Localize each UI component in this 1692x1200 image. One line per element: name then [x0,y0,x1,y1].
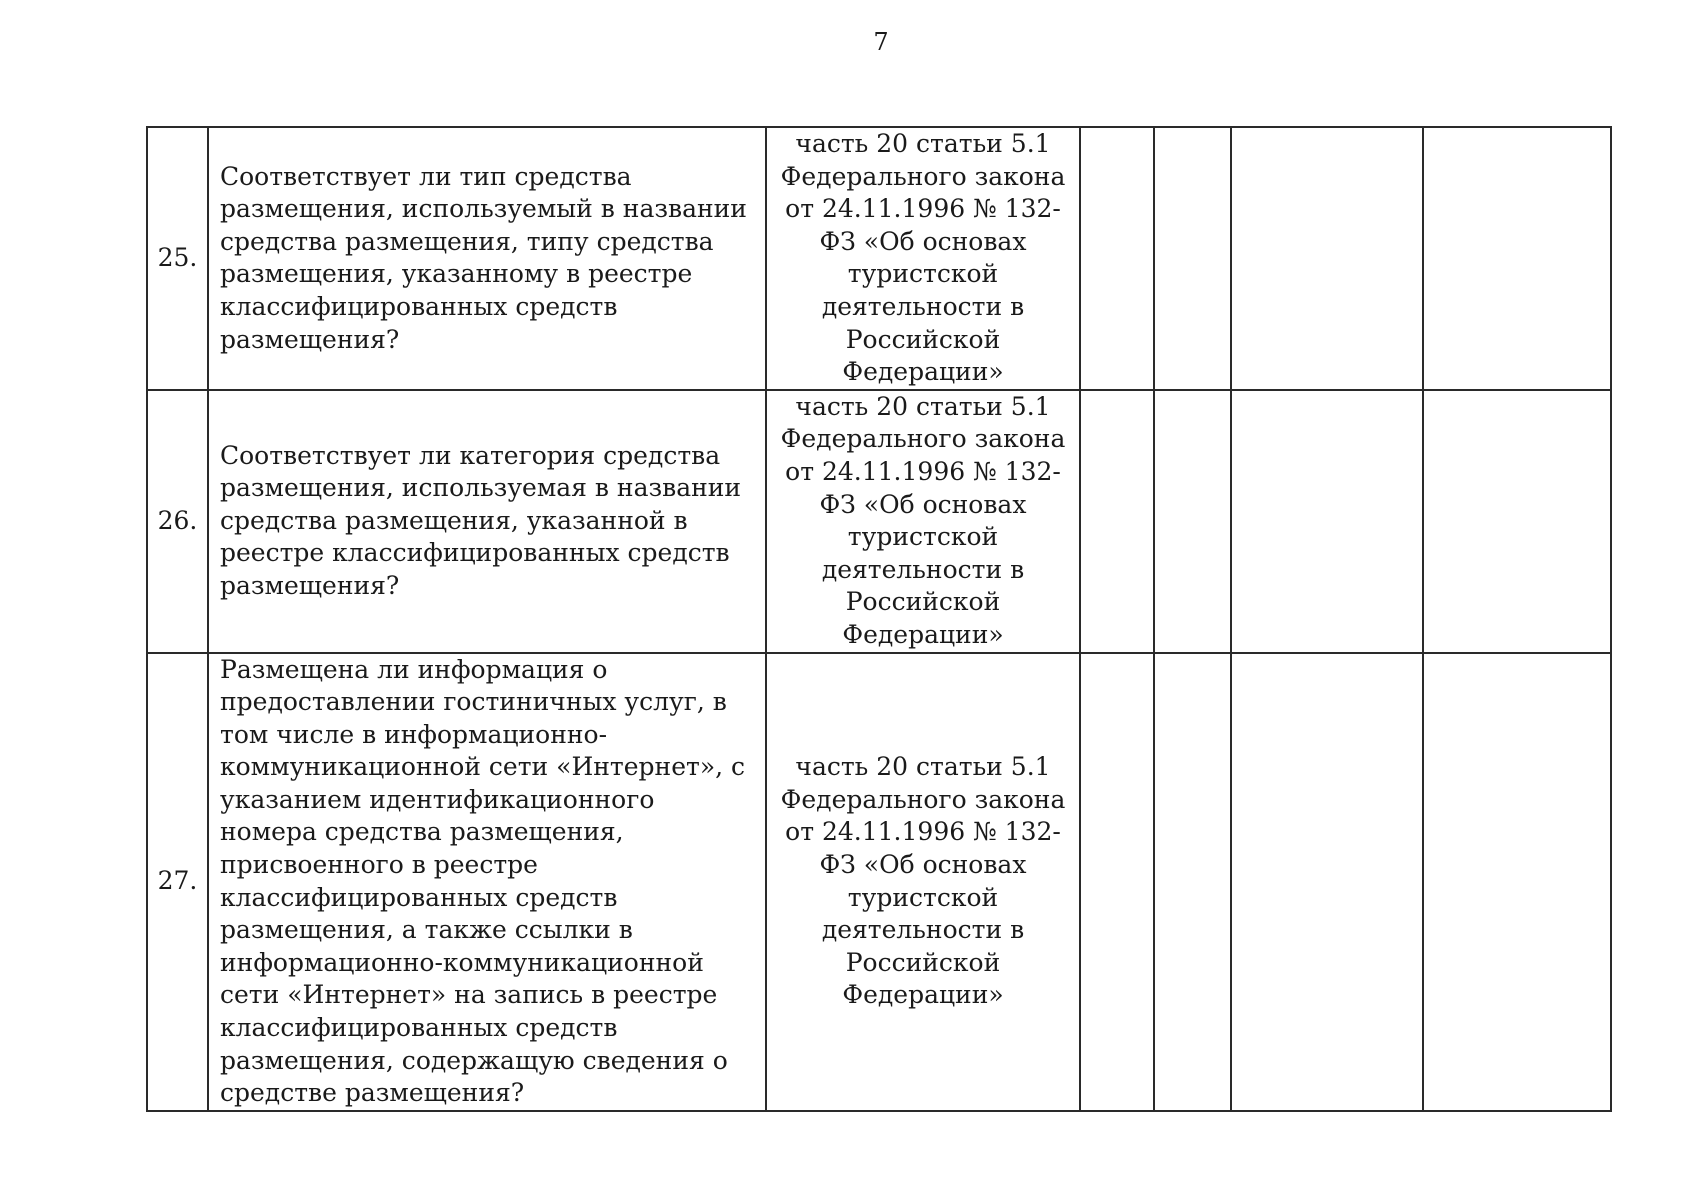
empty-cell [1231,127,1423,390]
empty-cell [1154,653,1231,1111]
row-number: 25. [147,127,208,390]
empty-cell [1231,653,1423,1111]
table-row [147,127,1611,390]
question-cell: Размещена ли информация о предоставлении гостиничных услуг, в том числе в информационно-коммуникационной сети «Интернет», с указанием идентификационного номера средства размещения, присвоенного в реестре классифицированных средств размещения, а также ссылки в информационно-коммуникационной сети «Интернет» на запись в реестре классифицированных средств размещения, содержащую сведения о средстве размещения? [208,653,766,1111]
empty-cell [1423,390,1611,653]
law-reference-cell: часть 20 статьи 5.1 Федерального закона от 24.11.1996 № 132-ФЗ «Об основах туристской деятельности в Российской Федерации» [766,653,1080,1111]
law-reference-cell: часть 20 статьи 5.1 Федерального закона от 24.11.1996 № 132-ФЗ «Об основах туристской деятельности в Российской Федерации» [766,127,1080,390]
table-row [147,653,1611,1111]
empty-cell [1423,127,1611,390]
empty-cell [1080,653,1154,1111]
table-row [147,390,1611,653]
question-cell: Соответствует ли тип средства размещения, используемый в названии средства размещения, типу средства размещения, указанному в реестре классифицированных средств размещения? [208,127,766,390]
empty-cell [1423,653,1611,1111]
question-cell: Соответствует ли категория средства размещения, используемая в названии средства размещения, указанной в реестре классифицированных средств размещения? [208,390,766,653]
checklist-table [146,126,1612,1112]
empty-cell [1154,390,1231,653]
row-number: 26. [147,390,208,653]
empty-cell [1080,127,1154,390]
empty-cell [1231,390,1423,653]
empty-cell [1080,390,1154,653]
page-number: 7 [873,28,889,56]
law-reference-cell: часть 20 статьи 5.1 Федерального закона от 24.11.1996 № 132-ФЗ «Об основах туристской деятельности в Российской Федерации» [766,390,1080,653]
empty-cell [1154,127,1231,390]
row-number: 27. [147,653,208,1111]
